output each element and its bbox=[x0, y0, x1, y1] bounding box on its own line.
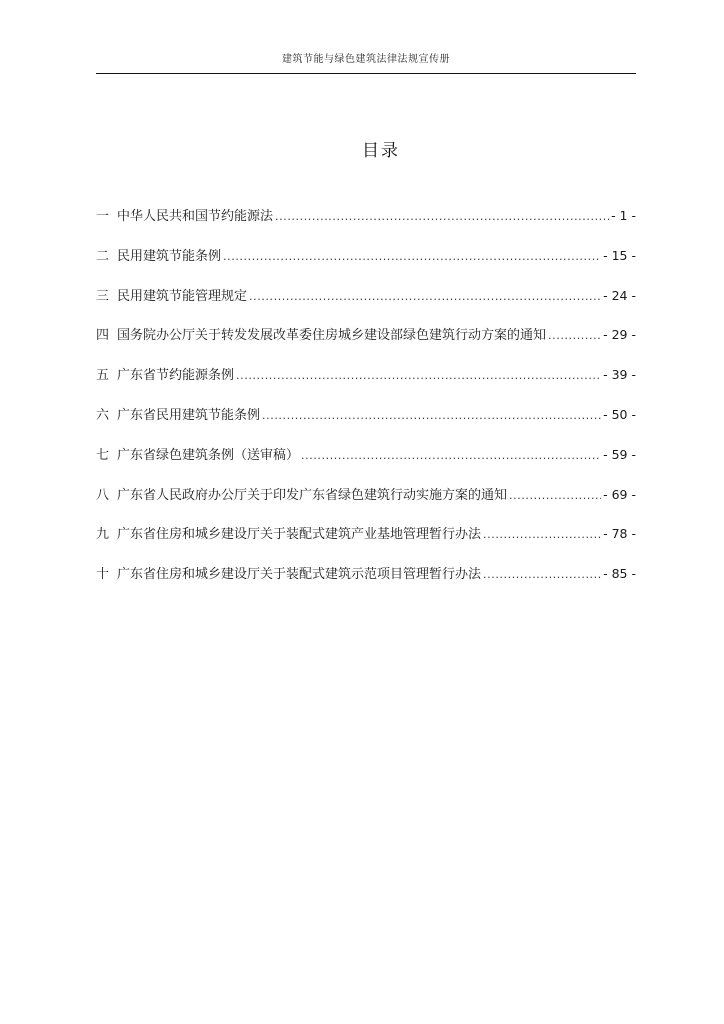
toc-entry-number: 三 bbox=[96, 288, 110, 304]
toc-dot-leader bbox=[548, 329, 601, 342]
toc-dot-leader bbox=[483, 568, 601, 581]
toc-entry-number: 四 bbox=[96, 328, 110, 344]
toc-dot-leader bbox=[223, 250, 601, 263]
toc-entry[interactable] bbox=[96, 563, 636, 603]
toc-entry-title[interactable]: 广东省人民政府办公厅关于印发广东省绿色建筑行动实施方案的通知 bbox=[117, 487, 508, 503]
header-divider bbox=[96, 73, 636, 74]
toc-entry-page: - 59 - bbox=[603, 446, 636, 462]
toc-entry[interactable] bbox=[96, 444, 636, 484]
toc-dot-leader bbox=[262, 409, 601, 422]
toc-entry[interactable] bbox=[96, 523, 636, 563]
toc-entry-page: - 1 - bbox=[611, 208, 636, 223]
toc-entry-page: - 78 - bbox=[603, 526, 636, 542]
toc-dot-leader bbox=[483, 528, 601, 541]
toc-entry-number: 七 bbox=[96, 447, 110, 463]
toc-entry-page: - 15 - bbox=[603, 247, 636, 263]
toc-entry-title[interactable]: 国务院办公厅关于转发发展改革委住房城乡建设部绿色建筑行动方案的通知 bbox=[117, 328, 547, 344]
toc-entry-number: 六 bbox=[96, 407, 110, 423]
toc-entry-number: 八 bbox=[96, 487, 110, 503]
toc-entry-title[interactable]: 民用建筑节能管理规定 bbox=[117, 288, 248, 304]
toc-entry-page: - 29 - bbox=[603, 327, 636, 343]
toc-entry-title[interactable]: 广东省节约能源条例 bbox=[117, 368, 235, 384]
toc-entry[interactable] bbox=[96, 285, 636, 325]
toc-entry[interactable] bbox=[96, 364, 636, 404]
toc-dot-leader bbox=[236, 369, 601, 382]
toc-entry-page: - 69 - bbox=[603, 486, 636, 502]
toc-dot-leader bbox=[249, 290, 601, 303]
toc-dot-leader bbox=[301, 449, 601, 462]
toc-entry[interactable] bbox=[96, 404, 636, 444]
toc-entry[interactable] bbox=[96, 205, 636, 245]
toc-entry[interactable] bbox=[96, 245, 636, 285]
toc-entry[interactable] bbox=[96, 484, 636, 524]
toc-entry-number: 二 bbox=[96, 248, 110, 264]
toc-entry-title[interactable]: 中华人民共和国节约能源法 bbox=[117, 209, 274, 224]
toc-entry-title[interactable]: 广东省住房和城乡建设厅关于装配式建筑产业基地管理暂行办法 bbox=[117, 527, 482, 543]
toc-dot-leader bbox=[509, 489, 601, 502]
toc-entry-number: 一 bbox=[96, 209, 110, 224]
toc-entry-page: - 39 - bbox=[603, 367, 636, 383]
toc-entry-number: 九 bbox=[96, 527, 110, 543]
toc-dot-leader bbox=[275, 210, 609, 223]
toc-entry-title[interactable]: 广东省民用建筑节能条例 bbox=[117, 407, 261, 423]
running-header: 建筑节能与绿色建筑法律法规宣传册 bbox=[282, 54, 450, 65]
toc-title: 目录 bbox=[362, 141, 400, 161]
toc-entry-title[interactable]: 广东省绿色建筑条例（送审稿） bbox=[117, 447, 300, 463]
toc-entry-number: 五 bbox=[96, 368, 110, 384]
toc-entry-title[interactable]: 广东省住房和城乡建设厅关于装配式建筑示范项目管理暂行办法 bbox=[117, 567, 482, 583]
toc-entry-number: 十 bbox=[96, 567, 110, 583]
toc-entry-page: - 24 - bbox=[603, 287, 636, 303]
toc-entry-title[interactable]: 民用建筑节能条例 bbox=[117, 248, 222, 264]
toc-entry-page: - 85 - bbox=[603, 566, 636, 582]
toc-entry[interactable] bbox=[96, 324, 636, 364]
table-of-contents bbox=[96, 205, 636, 603]
toc-entry-page: - 50 - bbox=[603, 406, 636, 422]
